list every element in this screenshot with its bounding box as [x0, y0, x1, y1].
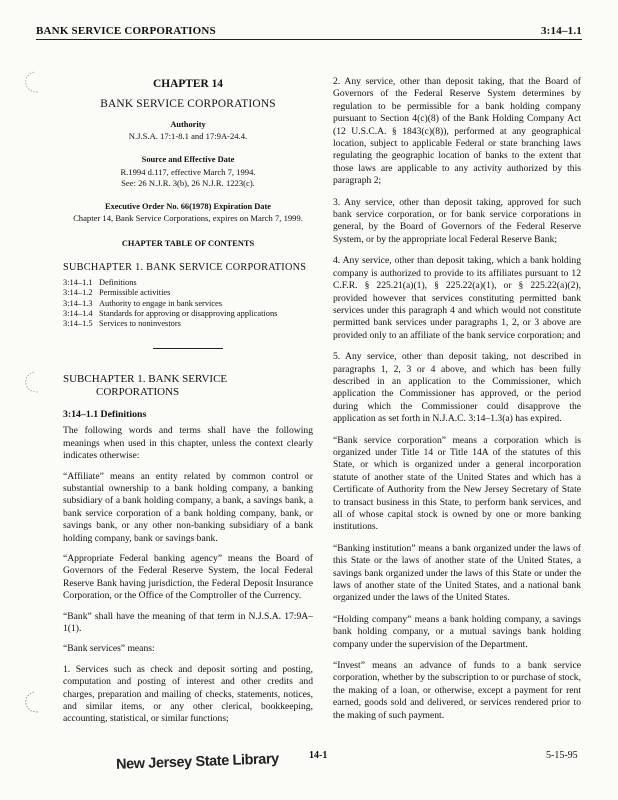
body-paragraph: The following words and terms shall have the following meanings when used in this chapter, unless the context clearly indicates otherwise: — [63, 425, 313, 462]
toc-entry[interactable] — [63, 288, 313, 298]
chapter-number: CHAPTER 14 — [153, 78, 223, 90]
toc-number: 3:14–1.4 — [63, 309, 93, 319]
left-column — [63, 76, 313, 726]
definition-bank-services: “Bank services” means: — [63, 643, 155, 655]
toc-entry[interactable] — [63, 299, 313, 309]
toc-subchapter: SUBCHAPTER 1. BANK SERVICE CORPORATIONS — [63, 262, 307, 274]
authority-heading: Authority — [170, 119, 206, 129]
running-header — [36, 25, 582, 40]
bank-services-item: 2. Any service, other than deposit taking, that the Board of Governors of the Federal Reserve System determines by regulation to be permissible for a bank holding company pursuant to Section 4(c)(8) of the Bank Holding Company Act (12 U.S.C.A. § 1843(c)(8)), performed at any geographical location, subject to applicable Federal or state branching laws regulating the geographic location of banks to the extent that those laws are applicable to any activity authorized by this paragraph 2; — [333, 76, 581, 187]
subchapter-heading-line: CORPORATIONS — [96, 385, 180, 398]
toc-title: Permissible activities — [99, 288, 171, 298]
authority-text: N.J.S.A. 17:1-8.1 and 17:9A-24.4. — [128, 131, 248, 142]
executive-order-heading: Executive Order No. 66(1978) Expiration Date — [105, 201, 271, 211]
punch-hole-mark — [20, 370, 42, 396]
definition-federal-agency: “Appropriate Federal banking agency” means the Board of Governors of the Federal Reserve System, the local Federal Reserve Bank having jurisdiction, the Federal Deposit Insurance Corporation, or the Office of the Comptroller of the Currency. — [63, 552, 313, 602]
revision-date: 5-15-95 — [546, 750, 578, 761]
source-heading: Source and Effective Date — [141, 155, 235, 165]
toc-title: Authority to engage in bank services — [99, 298, 223, 308]
table-of-contents — [63, 278, 313, 330]
definition-invest: “Invest” means an advance of funds to a bank service corporation, whether by the subscription to or purchase of stock, the making of a loan, or otherwise, except a payment for rent earned, goods sold and delivered, or services rendered prior to the making of such payment. — [333, 660, 581, 721]
subchapter-heading — [63, 373, 313, 399]
section-divider — [153, 348, 223, 349]
bank-services-item: 1. Services such as check and deposit sorting and posting, computation and posting of interest and other credits and charges, preparation and mailing of checks, statements, notices, and similar items, or any other clerical, bookkeeping, accounting, statistical, or similar functions; — [63, 663, 313, 725]
punch-hole-mark — [20, 70, 42, 96]
bank-services-item: 3. Any service, other than deposit taking, approved for such bank service corporation, or for bank service corporations in general, by the Board of Governors of the Federal Reserve System, or by the appropriate local Federal Reserve Bank; — [333, 196, 581, 245]
toc-number: 3:14–1.5 — [63, 319, 93, 329]
section-title: 3:14–1.1 Definitions — [63, 408, 147, 420]
library-stamp: New Jersey State Library — [115, 751, 280, 773]
header-title: BANK SERVICE CORPORATIONS — [36, 25, 216, 37]
toc-entry[interactable] — [63, 309, 313, 319]
bank-services-item: 4. Any service, other than deposit taking, which a bank holding company is authorized to provide to its affiliates pursuant to 12 C.F.R. § 225.21(a)(1), § 225.22(a)(1), or § 225.22(a)(2), provided however that services constituting permitted bank services under this paragraph 4 and which would not constitute permitted bank services under paragraphs 1, 2, or 3 above are provided only to an affiliate of the bank service corporation; and — [333, 255, 581, 341]
definition-holding-company: “Holding company” means a bank holding company, a savings bank holding company, or a mutual savings bank holding company under the supervision of the Department. — [333, 613, 581, 650]
definition-bank: “Bank” shall have the meaning of that term in N.J.S.A. 17:9A–1(1). — [63, 610, 313, 634]
source-line: R.1994 d.117, effective March 7, 1994. — [120, 166, 256, 177]
bank-services-item: 5. Any service, other than deposit taking, not described in paragraphs 1, 2, 3 or 4 above, and which has been fully described in an application to the Commissioner, which application the Commissioner has approved, or the period during which the Commissioner could disapprove the application as set forth in N.J.A.C. 3:14–1.3(a) has expired. — [333, 351, 581, 425]
definition-bank-service-corporation: “Bank service corporation” means a corporation which is organized under Title 14 or Title 14A of the statutes of this State, or which is organized under a general incorporation statute of another state of the United States and which has a Certificate of Authority from the New Jersey Secretary of State to transact business in this State, to perform bank services, and all of whose capital stock is owned by one or more banking institutions. — [333, 434, 581, 533]
punch-hole-mark — [20, 690, 42, 716]
right-column — [333, 76, 581, 731]
toc-title: Standards for approving or disapproving applications — [99, 309, 278, 319]
definition-affiliate: “Affiliate” means an entity related by common control or substantial ownership to a bank holding company, a banking subsidiary of a bank holding company, a bank, a savings bank, a bank service corporation of a bank holding company, bank, or savings bank, or any other non-banking subsidiary of a bank holding company, bank or savings bank. — [63, 470, 313, 544]
toc-title: Services to noninvestors — [99, 319, 181, 329]
subchapter-heading-line: SUBCHAPTER 1. BANK SERVICE — [63, 372, 228, 385]
toc-number: 3:14–1.2 — [63, 288, 93, 298]
page-number: 14-1 — [309, 750, 328, 761]
toc-entry[interactable] — [63, 278, 313, 288]
definition-banking-institution: “Banking institution” means a bank organized under the laws of this State or the laws of another state of the United States, a savings bank organized under the laws of this State or under the laws of another state of the United States, and a national bank organized under the laws of the United States. — [333, 542, 581, 604]
toc-number: 3:14–1.3 — [63, 298, 93, 308]
toc-number: 3:14–1.1 — [63, 277, 93, 287]
toc-heading: CHAPTER TABLE OF CONTENTS — [121, 239, 255, 249]
executive-order-text: Chapter 14, Bank Service Corporations, expires on March 7, 1999. — [73, 213, 303, 224]
chapter-name: BANK SERVICE CORPORATIONS — [100, 98, 276, 111]
header-section-number: 3:14–1.1 — [540, 25, 582, 37]
toc-entry[interactable] — [63, 319, 313, 329]
source-line: See: 26 N.J.R. 3(b), 26 N.J.R. 1223(c). — [121, 177, 255, 188]
toc-title: Definitions — [99, 277, 137, 287]
